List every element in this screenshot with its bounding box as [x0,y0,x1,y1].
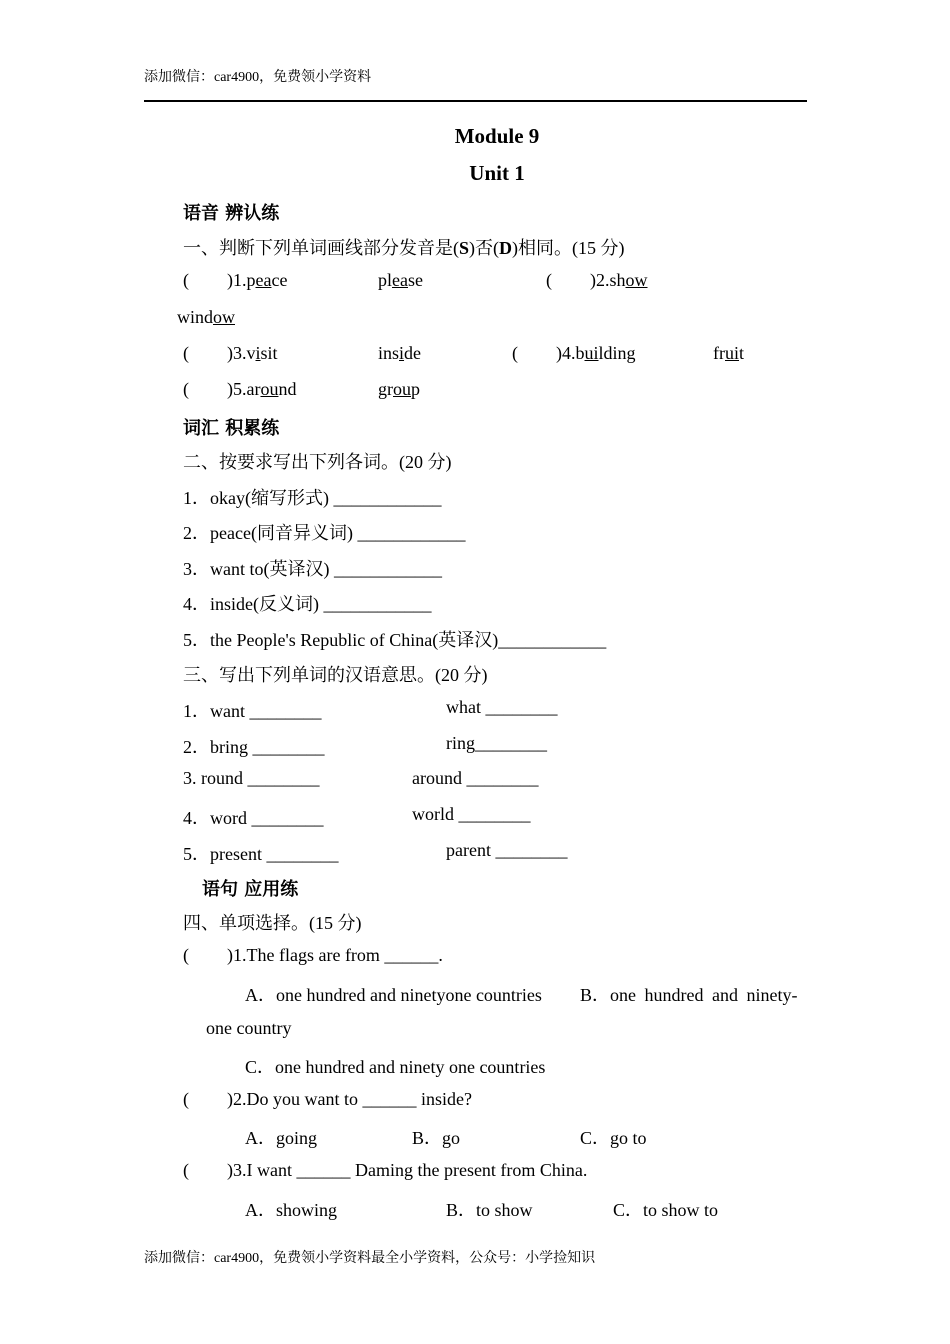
phonics-item-3: )3.visit [227,343,278,363]
answer-paren: ( [183,1160,189,1180]
section2-instruction: 二、按要求写出下列各词。(20 分) [183,452,452,472]
meaning-item: 2．bring ________ [183,737,325,757]
answer-paren: ( [183,343,189,363]
meaning-item: 4．word ________ [183,808,324,828]
vocab-item: 1．okay(缩写形式) ____________ [183,488,442,508]
section1-heading: 语音 辨认练 [183,203,280,224]
module-title: Module 9 [454,124,540,148]
question-3-stem: )3.I want ______ Daming the present from China. [227,1160,588,1180]
vocab-item: 2．peace(同音异义词) ____________ [183,523,466,543]
meaning-item: 1．want ________ [183,701,322,721]
phonics-item-5-compare: group [378,379,420,399]
phonics-item-4: )4.building [556,343,636,363]
section2-heading: 词汇 积累练 [183,418,280,439]
answer-paren: ( [183,379,189,399]
answer-paren: ( [183,1089,189,1109]
question-2-option-b: B．go [412,1128,461,1148]
page-footer: 添加微信：car4900，免费领小学资料最全小学资料，公众号：小学捡知识 [144,1251,596,1266]
phonics-item-2: )2.show [590,270,648,290]
page-header: 添加微信：car4900，免费领小学资料 [144,70,372,85]
answer-paren: ( [512,343,518,363]
section3-instruction: 三、写出下列单词的汉语意思。(20 分) [183,665,488,685]
answer-paren: ( [183,945,189,965]
section4-heading: 语句 应用练 [202,879,299,900]
meaning-item: 3. round ________ [183,768,320,788]
question-1-stem: )1.The flags are from ______. [227,945,443,965]
question-1-option-a: A．one hundred and ninetyone countries [245,985,542,1005]
meaning-item: around ________ [412,768,539,788]
phonics-item-1-compare: please [378,270,423,290]
vocab-item: 5．the People's Republic of China(英译汉)____________ [183,630,607,650]
answer-paren: ( [546,270,552,290]
question-2-stem: )2.Do you want to ______ inside? [227,1089,472,1109]
question-1-option-b: B．one hundred and ninety- [580,985,798,1005]
question-2-option-a: A．going [245,1128,317,1148]
phonics-item-4-compare: fruit [713,343,745,363]
question-2-option-c: C．go to [580,1128,647,1148]
phonics-item-5: )5.around [227,379,297,399]
meaning-item: parent ________ [446,840,568,860]
vocab-item: 3．want to(英译汉) ____________ [183,559,442,579]
vocab-item: 4．inside(反义词) ____________ [183,594,432,614]
question-1-option-c: C．one hundred and ninety one countries [245,1057,546,1077]
meaning-item: ring________ [446,733,547,753]
question-3-option-b: B．to show [446,1200,533,1220]
meaning-item: what ________ [446,697,558,717]
meaning-item: world ________ [412,804,531,824]
unit-title: Unit 1 [469,161,525,185]
phonics-item-2-compare: window [177,307,235,327]
phonics-item-3-compare: inside [378,343,422,363]
phonics-item-1: )1.peace [227,270,288,290]
answer-paren: ( [183,270,189,290]
question-3-option-a: A．showing [245,1200,338,1220]
section4-instruction: 四、单项选择。(15 分) [183,913,362,933]
section1-instruction: 一、判断下列单词画线部分发音是(S)否(D)相同。(15 分) [183,238,625,258]
question-3-option-c: C．to show to [613,1200,719,1220]
meaning-item: 5．present ________ [183,844,339,864]
question-1-option-b-cont: one country [206,1018,292,1038]
header-rule [144,100,807,102]
